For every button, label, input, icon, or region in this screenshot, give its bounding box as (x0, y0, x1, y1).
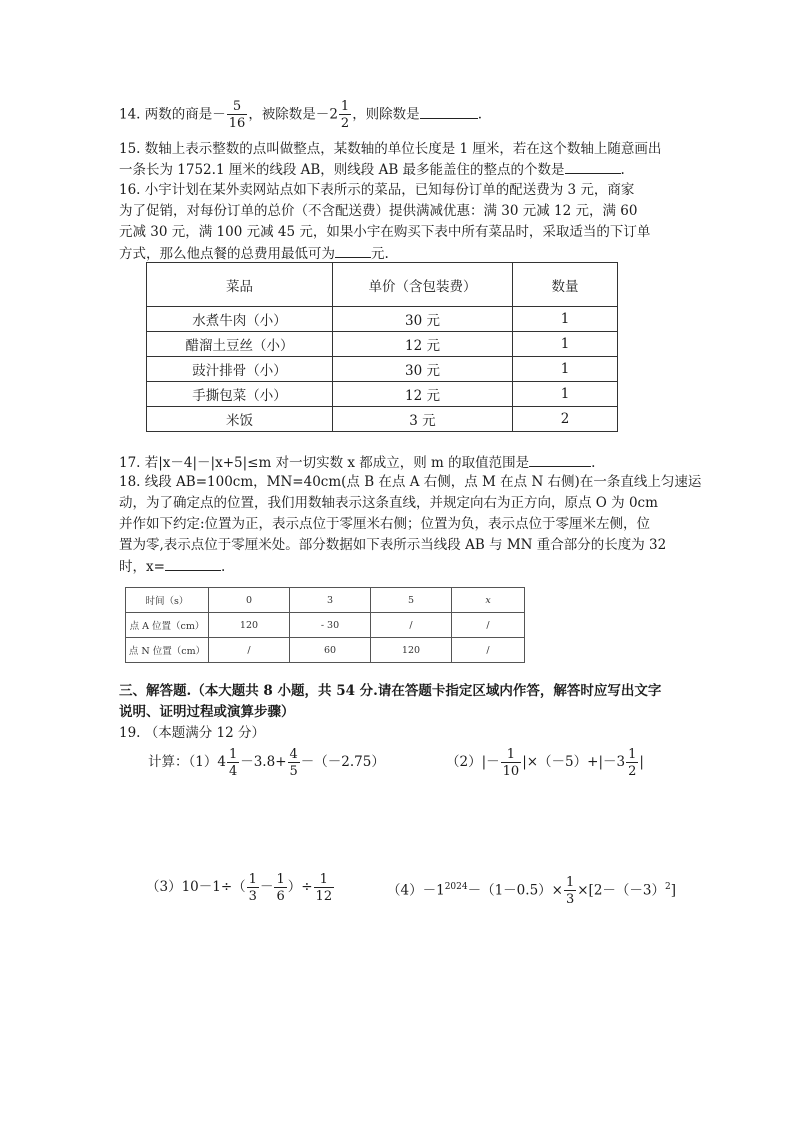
q18-line-5 (119, 556, 225, 576)
position-table-row (126, 638, 525, 663)
frac-num: 1 (565, 875, 575, 890)
pos-cell: 5 (371, 588, 452, 613)
q14-period: . (477, 106, 482, 123)
q19-p4-frac (564, 876, 576, 906)
frac-den: 3 (565, 892, 575, 907)
q19-p1-prefix: 计算：（1）4 (148, 754, 226, 770)
menu-cell-price: 12 元 (333, 332, 513, 357)
q19-part-4 (387, 867, 676, 911)
q19-part-2 (446, 742, 644, 782)
pos-cell: 60 (290, 638, 371, 663)
menu-cell-dish: 水煮牛肉（小） (147, 307, 333, 332)
pos-cell: 时间（s） (126, 588, 209, 613)
pos-cell: 3 (290, 588, 371, 613)
pos-cell: / (452, 613, 525, 638)
q14-fraction-2 (339, 100, 351, 130)
section-3-heading-2: 说明、证明过程或演算步骤） (119, 704, 295, 720)
pos-cell: 0 (209, 588, 290, 613)
q18-line-5-text: 时，x= (119, 559, 165, 575)
position-table (125, 587, 525, 663)
menu-table-row (147, 382, 618, 407)
q18-answer-blank[interactable] (165, 556, 221, 571)
menu-cell-quantity: 1 (513, 357, 618, 382)
q19-part-3 (146, 867, 335, 907)
menu-cell-price: 12 元 (333, 382, 513, 407)
frac-den: 5 (289, 763, 298, 779)
q15-period: . (620, 162, 625, 178)
q19-p3-mid: ）÷ (287, 879, 313, 895)
q14-mid: ，被除数是－ (248, 106, 330, 123)
q18-line-2: 动，为了确定点的位置，我们用数轴表示这条直线，并规定向右为正方向，原点 O 为 0cm (119, 495, 658, 511)
question-14 (119, 100, 482, 130)
frac-num: 1 (501, 748, 522, 763)
q18-line-3: 并作如下约定:位置为正，表示点位于零厘米右侧；位置为负，表示点位于零厘米左侧，位 (119, 516, 651, 532)
menu-cell-price: 30 元 (333, 357, 513, 382)
q16-line-3: 元减 30 元，满 100 元减 45 元，如果小宇在购买下表中所有菜品时，采取适当的下订单 (119, 224, 651, 240)
menu-table (146, 262, 618, 432)
menu-table-row (147, 332, 618, 357)
q18-line-1: 18. 线段 AB=100cm，MN=40cm(点 B 在点 A 右侧，点 M 在点 N 右侧)在一条直线上匀速运 (119, 474, 702, 490)
q18-period: . (220, 559, 226, 575)
menu-header-quantity: 数量 (513, 263, 618, 307)
menu-table-header (147, 263, 618, 307)
frac-den: 4 (228, 763, 238, 779)
pos-cell: 120 (209, 613, 290, 638)
q16-unit: 元. (371, 246, 389, 262)
q17-period: . (591, 455, 596, 471)
frac-num: 1 (248, 871, 257, 887)
frac-num: 4 (289, 746, 298, 762)
q19-p1-frac-1 (227, 748, 239, 778)
menu-cell-quantity: 1 (513, 332, 618, 357)
q17-answer-blank[interactable] (529, 452, 591, 467)
menu-cell-price: 3 元 (333, 407, 513, 432)
q19-p2-prefix: （2）|－ (446, 754, 500, 770)
q16-line-2: 为了促销，对每份订单的总价（不含配送费）提供满减优惠：满 30 元减 12 元，满 60 (119, 203, 638, 219)
pos-cell: x (452, 588, 525, 613)
frac-den: 2 (628, 763, 637, 779)
q19-p4-prefix: （4）－1 (387, 882, 445, 899)
q18-line-4: 置为零,表示点位于零厘米处。部分数据如下表所示当线段 AB 与 MN 重合部分的长度为 32 (119, 537, 667, 553)
menu-cell-price: 30 元 (333, 307, 513, 332)
q14-fraction (227, 100, 248, 130)
menu-table-row (147, 357, 618, 382)
menu-cell-dish: 豉汁排骨（小） (147, 357, 333, 382)
frac-den: 12 (315, 888, 333, 904)
q14-frac2-den: 2 (340, 116, 350, 131)
frac-num: 1 (228, 746, 238, 762)
menu-header-dish: 菜品 (147, 263, 333, 307)
q19-p3-minus: － (259, 879, 274, 895)
q19-p3-frac-1 (247, 873, 259, 903)
q19-title: 19. （本题满分 12 分） (119, 725, 266, 741)
pos-cell: / (209, 638, 290, 663)
pos-cell: - 30 (290, 613, 371, 638)
position-table-row (126, 588, 525, 613)
frac-num: 1 (628, 746, 637, 762)
q14-frac-num: 5 (227, 100, 248, 115)
q19-p2-frac-2 (626, 748, 638, 778)
q19-p4-mid: －（1－0.5）× (467, 882, 563, 899)
section-3-heading: 三、解答题.（本大题共 8 小题，共 54 分.请在答题卡指定区域内作答，解答时应写出文字 (119, 683, 662, 699)
q16-line-4-text: 方式，那么他点餐的总费用最低可为 (119, 246, 335, 262)
q19-p2-end: | (639, 754, 644, 770)
q14-end: ，则除数是 (352, 106, 420, 123)
q14-whole: 2 (329, 106, 338, 123)
q14-label: 14. 两数的商是－ (119, 106, 226, 123)
q19-p4-exponent: 2024 (444, 882, 468, 892)
q15-line-1: 15. 数轴上表示整数的点叫做整点，某数轴的单位长度是 1 厘米，若在这个数轴上随意画出 (119, 141, 662, 157)
menu-header-price: 单价（含包装费） (333, 263, 513, 307)
q19-p1-end: －（－2.75） (300, 754, 385, 770)
pos-cell: / (452, 638, 525, 663)
menu-table-row (147, 407, 618, 432)
question-17 (119, 452, 595, 472)
menu-table-row (147, 307, 618, 332)
q19-p4-exponent-2: 2 (665, 882, 671, 892)
menu-cell-dish: 米饭 (147, 407, 333, 432)
pos-cell: 120 (371, 638, 452, 663)
pos-cell: 点 A 位置（cm） (126, 613, 209, 638)
q16-line-1: 16. 小宇计划在某外卖网站点如下表所示的菜品，已知每份订单的配送费为 3 元，商家 (119, 182, 635, 198)
frac-num: 1 (276, 871, 285, 887)
menu-cell-dish: 手撕包菜（小） (147, 382, 333, 407)
q19-p4-end: ×[2－（－3） (577, 882, 666, 899)
q19-p2-mid: |×（－5）+|－3 (522, 754, 626, 770)
q17-text: 17. 若|x－4|－|x+5|≤m 对一切实数 x 都成立，则 m 的取值范围是 (119, 455, 530, 471)
frac-den: 6 (276, 888, 285, 904)
q19-p1-mid: －3.8+ (240, 754, 287, 770)
frac-den: 3 (248, 888, 257, 904)
q15-answer-blank[interactable] (565, 159, 621, 174)
q19-part-1 (148, 742, 385, 782)
q16-line-4 (119, 243, 389, 263)
q19-p3-prefix: （3）10－1÷（ (146, 879, 246, 895)
q16-answer-blank[interactable] (335, 243, 371, 258)
q14-frac-den: 16 (228, 116, 246, 131)
q15-line-2-text: 一条长为 1752.1 厘米的线段 AB，则线段 AB 最多能盖住的整点的个数是 (119, 162, 565, 178)
q14-answer-blank[interactable] (420, 104, 478, 119)
q19-p3-frac-2 (274, 873, 286, 903)
q19-p3-frac-3 (314, 873, 335, 903)
q19-p4-close: ] (670, 882, 677, 899)
menu-cell-dish: 醋溜土豆丝（小） (147, 332, 333, 357)
pos-cell: / (371, 613, 452, 638)
menu-cell-quantity: 2 (513, 407, 618, 432)
frac-den: 10 (502, 763, 520, 779)
menu-cell-quantity: 1 (513, 307, 618, 332)
pos-cell: 点 N 位置（cm） (126, 638, 209, 663)
position-table-row (126, 613, 525, 638)
frac-num: 1 (314, 873, 335, 888)
q14-frac2-num: 1 (340, 99, 350, 114)
q15-line-2 (119, 159, 625, 179)
q19-p2-frac-1 (501, 748, 522, 778)
menu-cell-quantity: 1 (513, 382, 618, 407)
q19-p1-frac-2 (288, 748, 300, 778)
